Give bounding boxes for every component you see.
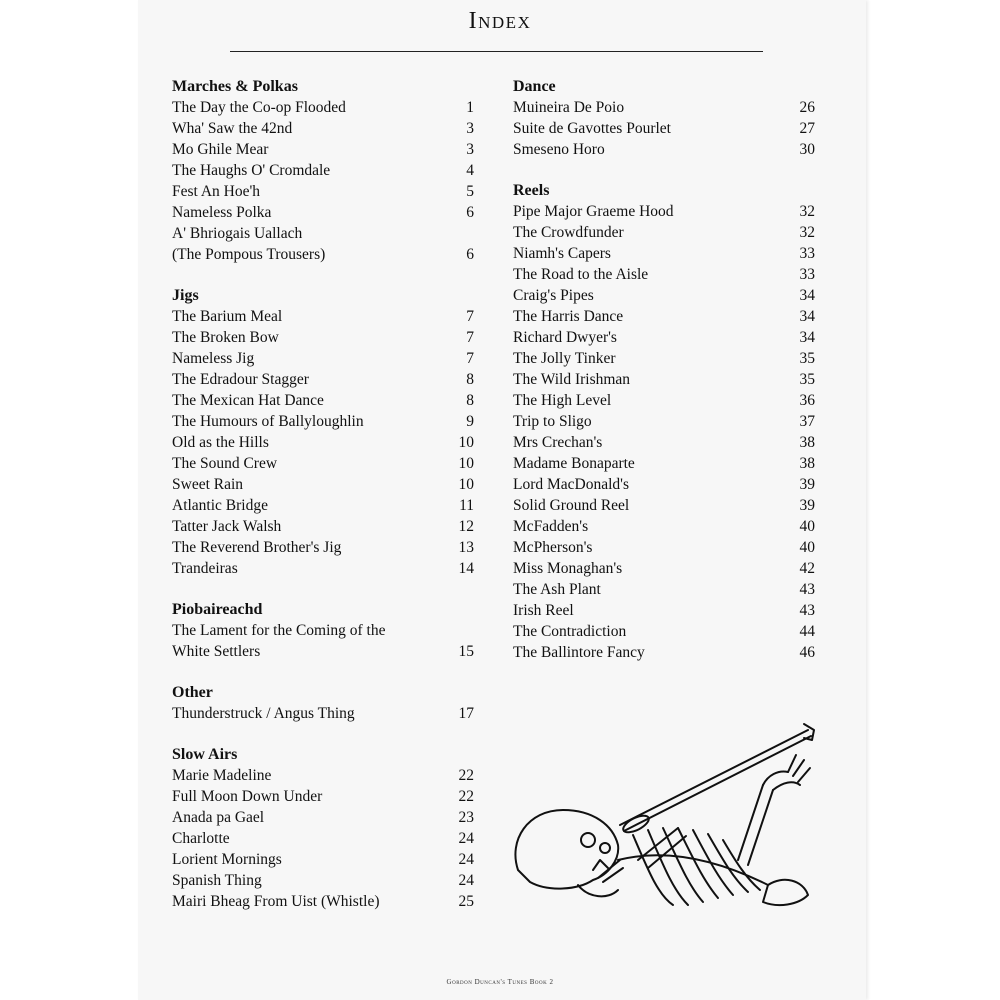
entry-page-number: 6	[466, 204, 474, 221]
entry-title: The Contradiction	[513, 623, 627, 640]
index-section	[172, 76, 482, 265]
entry-title: Pipe Major Graeme Hood	[513, 203, 674, 220]
index-entry	[172, 181, 482, 202]
index-entry	[172, 453, 482, 474]
entry-page-number: 43	[799, 581, 815, 598]
entry-page-number: 39	[799, 497, 815, 514]
section-title: Jigs	[172, 287, 199, 304]
entry-page-number: 3	[466, 120, 474, 137]
entry-title: (The Pompous Trousers)	[172, 246, 326, 263]
index-entry	[172, 620, 482, 641]
entry-title: Irish Reel	[513, 602, 574, 619]
index-entry	[172, 828, 482, 849]
index-entry	[172, 765, 482, 786]
entry-title: Full Moon Down Under	[172, 788, 323, 805]
section-title: Other	[172, 684, 213, 701]
entry-page-number: 32	[799, 224, 815, 241]
entry-page-number: 12	[458, 518, 474, 535]
entry-page-number: 14	[458, 560, 474, 577]
index-entry	[513, 558, 823, 579]
index-entry	[513, 327, 823, 348]
page-footer: Gordon Duncan's Tunes Book 2	[446, 978, 554, 986]
entry-page-number: 17	[458, 705, 474, 722]
entry-page-number: 11	[459, 497, 474, 514]
entry-title: Lord MacDonald's	[513, 476, 630, 493]
index-entry	[172, 118, 482, 139]
entry-page-number: 9	[466, 413, 474, 430]
entry-title: The Lament for the Coming of the	[172, 622, 386, 639]
index-entry	[172, 160, 482, 181]
index-entry	[513, 642, 823, 663]
entry-page-number: 38	[799, 434, 815, 451]
entry-title: Tatter Jack Walsh	[172, 518, 282, 535]
entry-title: Nameless Jig	[172, 350, 255, 367]
skeleton-piper-illustration	[508, 710, 823, 910]
index-entry	[172, 223, 482, 244]
index-entry	[172, 474, 482, 495]
entry-page-number: 8	[466, 392, 474, 409]
entry-title: The Ash Plant	[513, 581, 601, 598]
index-entry	[513, 537, 823, 558]
entry-title: The Wild Irishman	[513, 371, 631, 388]
index-entry	[172, 807, 482, 828]
section-title: Marches & Polkas	[172, 78, 298, 95]
index-column-left	[172, 76, 482, 932]
index-entry	[513, 348, 823, 369]
index-entry	[513, 390, 823, 411]
index-entry	[172, 348, 482, 369]
entry-page-number: 35	[799, 371, 815, 388]
entry-title: Richard Dwyer's	[513, 329, 617, 346]
entry-page-number: 46	[799, 644, 815, 661]
index-section	[172, 599, 482, 662]
entry-title: The Harris Dance	[513, 308, 624, 325]
index-entry	[172, 537, 482, 558]
index-entry	[172, 641, 482, 662]
entry-title: The Mexican Hat Dance	[172, 392, 324, 409]
index-entry	[172, 786, 482, 807]
entry-title: Marie Madeline	[172, 767, 272, 784]
entry-page-number: 32	[799, 203, 815, 220]
entry-title: The Jolly Tinker	[513, 350, 616, 367]
entry-page-number: 10	[458, 455, 474, 472]
entry-page-number: 25	[458, 893, 474, 910]
entry-title: Wha' Saw the 42nd	[172, 120, 293, 137]
entry-title: The Barium Meal	[172, 308, 283, 325]
entry-page-number: 44	[799, 623, 815, 640]
entry-page-number: 1	[466, 99, 474, 116]
entry-title: The Sound Crew	[172, 455, 278, 472]
index-entry	[172, 703, 482, 724]
entry-title: Nameless Polka	[172, 204, 272, 221]
entry-page-number: 36	[799, 392, 815, 409]
index-entry	[172, 97, 482, 118]
entry-title: Fest An Hoe'h	[172, 183, 261, 200]
index-entry	[513, 222, 823, 243]
entry-page-number: 6	[466, 246, 474, 263]
index-entry	[513, 201, 823, 222]
index-entry	[513, 264, 823, 285]
index-entry	[172, 558, 482, 579]
entry-title: Anada pa Gael	[172, 809, 265, 826]
index-entry	[513, 621, 823, 642]
entry-title: Old as the Hills	[172, 434, 269, 451]
entry-title: Atlantic Bridge	[172, 497, 268, 514]
index-entry	[513, 474, 823, 495]
entry-page-number: 22	[458, 767, 474, 784]
page-title: Index	[468, 8, 532, 34]
index-entry	[513, 369, 823, 390]
entry-title: White Settlers	[172, 643, 261, 660]
entry-page-number: 15	[458, 643, 474, 660]
entry-title: Madame Bonaparte	[513, 455, 635, 472]
entry-page-number: 37	[799, 413, 815, 430]
index-entry	[172, 411, 482, 432]
index-entry	[513, 411, 823, 432]
index-section	[172, 744, 482, 912]
index-entry	[513, 495, 823, 516]
index-entry	[513, 243, 823, 264]
entry-page-number: 40	[799, 539, 815, 556]
entry-title: A' Bhriogais Uallach	[172, 225, 303, 242]
entry-page-number: 8	[466, 371, 474, 388]
index-section	[513, 76, 823, 160]
entry-title: Charlotte	[172, 830, 230, 847]
title-divider	[230, 51, 763, 52]
entry-title: Thunderstruck / Angus Thing	[172, 705, 355, 722]
entry-page-number: 30	[799, 141, 815, 158]
entry-title: The Reverend Brother's Jig	[172, 539, 342, 556]
entry-title: McFadden's	[513, 518, 589, 535]
index-entry	[172, 390, 482, 411]
section-title: Dance	[513, 78, 556, 95]
entry-title: Lorient Mornings	[172, 851, 282, 868]
entry-page-number: 22	[458, 788, 474, 805]
entry-title: The Edradour Stagger	[172, 371, 309, 388]
index-entry	[513, 432, 823, 453]
entry-title: The Haughs O' Cromdale	[172, 162, 331, 179]
entry-page-number: 23	[458, 809, 474, 826]
index-entry	[172, 327, 482, 348]
entry-page-number: 26	[799, 99, 815, 116]
entry-title: Miss Monaghan's	[513, 560, 623, 577]
entry-title: The Road to the Aisle	[513, 266, 649, 283]
section-title: Reels	[513, 182, 550, 199]
index-entry	[172, 139, 482, 160]
entry-page-number: 34	[799, 308, 815, 325]
entry-page-number: 35	[799, 350, 815, 367]
index-entry	[513, 306, 823, 327]
index-entry	[172, 202, 482, 223]
section-title: Piobaireachd	[172, 601, 263, 618]
index-entry	[513, 579, 823, 600]
index-entry	[172, 849, 482, 870]
index-entry	[513, 118, 823, 139]
entry-page-number: 24	[458, 851, 474, 868]
index-entry	[172, 891, 482, 912]
entry-page-number: 7	[466, 308, 474, 325]
entry-page-number: 33	[799, 266, 815, 283]
entry-page-number: 7	[466, 350, 474, 367]
index-entry	[513, 97, 823, 118]
entry-title: The High Level	[513, 392, 612, 409]
entry-title: McPherson's	[513, 539, 593, 556]
index-entry	[172, 306, 482, 327]
index-entry	[172, 870, 482, 891]
entry-title: The Broken Bow	[172, 329, 279, 346]
entry-page-number: 4	[466, 162, 474, 179]
entry-title: Suite de Gavottes Pourlet	[513, 120, 671, 137]
entry-title: Craig's Pipes	[513, 287, 594, 304]
entry-title: Muineira De Poio	[513, 99, 625, 116]
index-entry	[513, 600, 823, 621]
entry-title: Trip to Sligo	[513, 413, 592, 430]
entry-page-number: 5	[466, 183, 474, 200]
entry-page-number: 7	[466, 329, 474, 346]
entry-page-number: 27	[799, 120, 815, 137]
index-entry	[513, 453, 823, 474]
entry-title: Smeseno Horo	[513, 141, 605, 158]
entry-page-number: 10	[458, 434, 474, 451]
entry-page-number: 38	[799, 455, 815, 472]
entry-title: The Day the Co-op Flooded	[172, 99, 346, 116]
entry-page-number: 24	[458, 872, 474, 889]
entry-page-number: 13	[458, 539, 474, 556]
entry-title: Spanish Thing	[172, 872, 262, 889]
entry-page-number: 40	[799, 518, 815, 535]
entry-title: Mrs Crechan's	[513, 434, 603, 451]
index-entry	[172, 369, 482, 390]
index-section	[172, 682, 482, 724]
entry-title: The Humours of Ballyloughlin	[172, 413, 364, 430]
entry-title: The Ballintore Fancy	[513, 644, 645, 661]
entry-title: The Crowdfunder	[513, 224, 624, 241]
entry-page-number: 24	[458, 830, 474, 847]
entry-page-number: 10	[458, 476, 474, 493]
index-entry	[172, 516, 482, 537]
index-entry	[513, 139, 823, 160]
index-entry	[172, 495, 482, 516]
entry-page-number: 39	[799, 476, 815, 493]
index-entry	[172, 432, 482, 453]
entry-page-number: 3	[466, 141, 474, 158]
entry-page-number: 43	[799, 602, 815, 619]
entry-title: Sweet Rain	[172, 476, 244, 493]
index-entry	[513, 516, 823, 537]
entry-title: Niamh's Capers	[513, 245, 611, 262]
entry-page-number: 34	[799, 329, 815, 346]
index-column-right	[513, 76, 823, 683]
entry-page-number: 33	[799, 245, 815, 262]
index-section	[172, 285, 482, 579]
entry-page-number: 42	[799, 560, 815, 577]
entry-title: Mo Ghile Mear	[172, 141, 269, 158]
entry-title: Solid Ground Reel	[513, 497, 630, 514]
section-title: Slow Airs	[172, 746, 238, 763]
entry-page-number: 34	[799, 287, 815, 304]
entry-title: Mairi Bheag From Uist (Whistle)	[172, 893, 380, 910]
index-section	[513, 180, 823, 663]
index-entry	[513, 285, 823, 306]
entry-title: Trandeiras	[172, 560, 238, 577]
index-entry	[172, 244, 482, 265]
